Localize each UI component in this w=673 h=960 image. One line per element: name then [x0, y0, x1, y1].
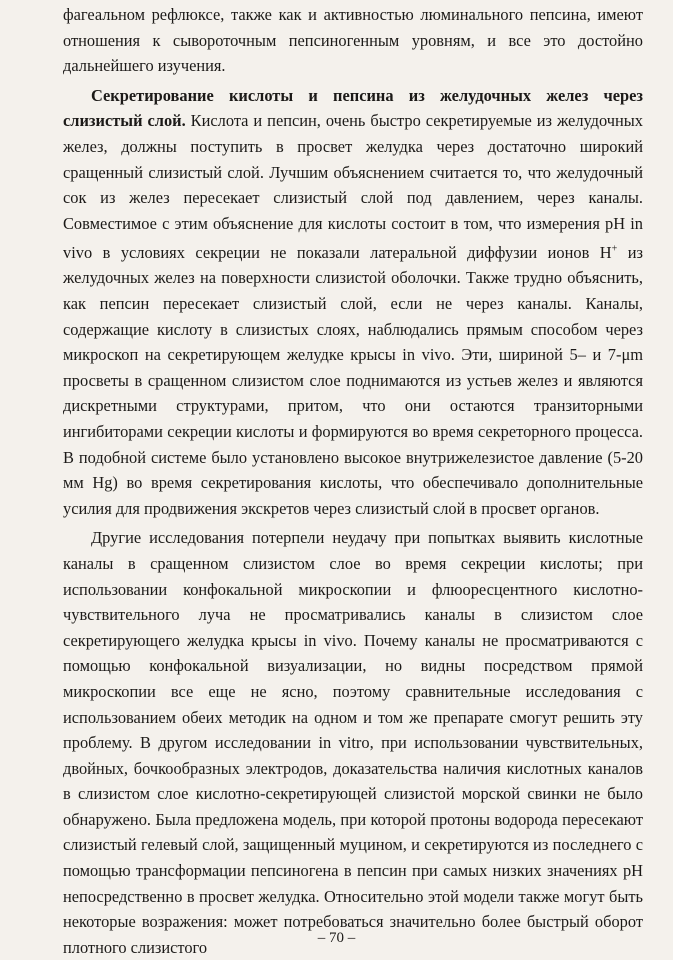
paragraph-acid-pepsin-secretion: [63, 83, 643, 522]
paragraph-continuation: [63, 2, 643, 79]
paragraph-3-text: Другие исследования потерпели неудачу при попытках выявить кислотные каналы в сращенном слизистом слое во время секреции кислоты; при использовании конфокальной микроскопии и флюоресцентного кислотно-чувствительного луча не просматривались каналы в слизистом слое секретирующего желудка крысы in vivo. Почему каналы не просматриваются с помощью конфокальной визуализации, но видны посредством прямой микроскопии все еще не ясно, поэтому сравнительные исследования с использованием обеих методик на одном и том же препарате смогут решить эту проблему. В другом исследовании in vitro, при использовании чувствительных, двойных, бочкообразных электродов, доказательства наличия кислотных каналов в слизистом слое кислотно-секретирующей слизистой морской свинки не было обнаружено. Была предложена модель, при которой протоны водорода пересекают слизистый гелевый слой, защищенный муцином, и секретируются из последнего с помощью трансформации пепсиногена в пепсин при самых низких значениях pH непосредственно в просвет желудка. Относительно этой модели также могут быть некоторые возражения: может потребоваться значительно более быстрый оборот плотного слизистого: [63, 528, 643, 957]
section-heading: Секретирование кислоты и пепсина из желудочных желез через слизистый слой.: [63, 85, 643, 131]
paragraph-other-studies: [63, 525, 643, 960]
paragraph-1-text: фагеальном рефлюксе, также как и активностью люминального пепсина, имеют отношения к сывороточным пепсиногенным уровням, и все это достойно дальнейшего изучения.: [63, 5, 643, 76]
body-text: [63, 2, 643, 960]
page-number: – 70 –: [317, 930, 356, 946]
paragraph-2-text: Кислота и пепсин, очень быстро секретируемые из желудочных желез, должны поступить в просвет желудка через достаточно широкий сращенный слизистый слой. Лучшим объяснением считается то, что желудочный сок из желез пересекает слизистый слой под давлением, через каналы. Совместимое с этим объяснение для кислоты состоит в том, что измерения pH in vivo в условиях секреции не показали латеральной диффузии ионов H+ из желудочных желез на поверхности слизистой оболочки. Также трудно объяснить, как пепсин пересекает слизистый слой, если не через каналы. Каналы, содержащие кислоту в слизистых слоях, наблюдались прямым способом через микроскоп на секретирующем желудке крысы in vivo. Эти, шириной 5– и 7-μm просветы в сращенном слизистом слое поднимаются из устьев желез и являются дискретными структурами, притом, что они остаются транзиторными ингибиторами секреции кислоты и формируются во время секреторного процесса. В подобной системе было установлено высокое внутрижелезистое давление (5-20 мм Hg) во время секретирования кислоты, что обеспечивало дополнительные усилия для продвижения экскретов через слизистый слой в просвет органов.: [63, 111, 643, 518]
